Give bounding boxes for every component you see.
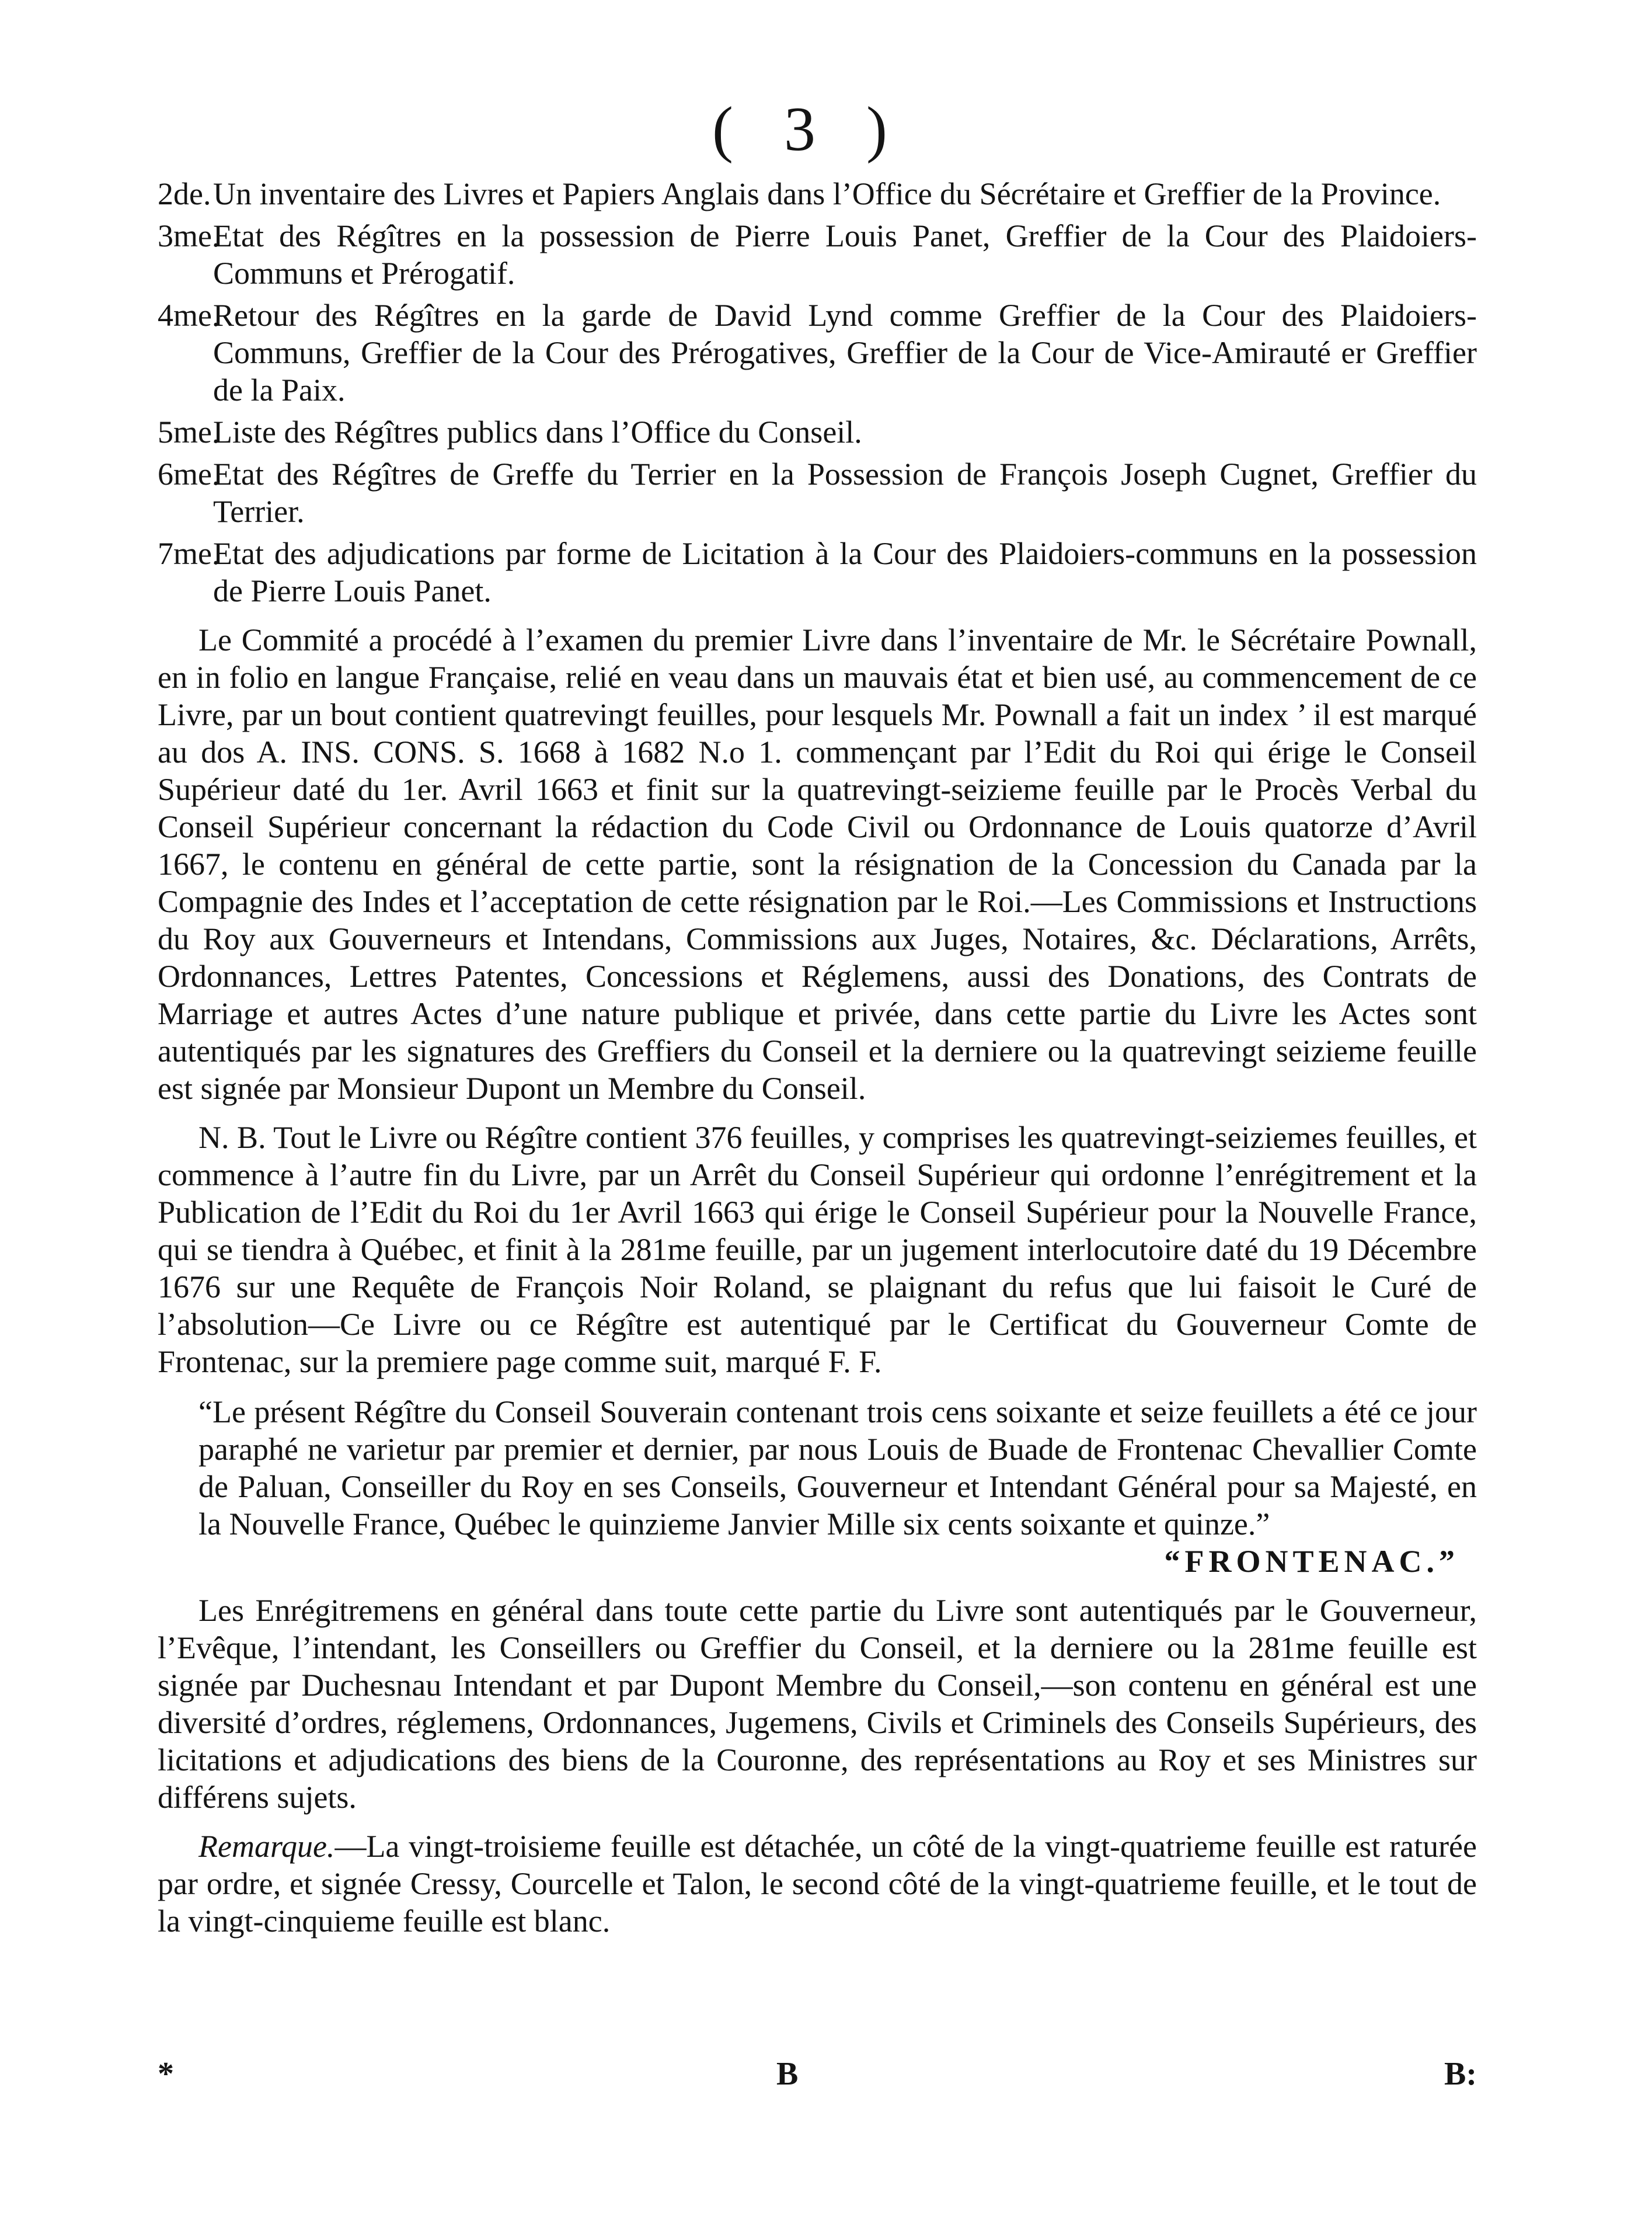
quote-text: “Le présent Régître du Conseil Souverain contenant trois cens soixante et seize feuillets a été ce jour paraphé ne varietur par premier et dernier, par nous Louis de Buade de Frontenac Chevallier Comte de Paluan, Conseiller du Roy en ses Conseils, Gouverneur et Intendant Général pour sa Majesté, en la Nouvelle France, Québec le quinzieme Janvier Mille six cents soixante et quinze.” (198, 1394, 1477, 1541)
list-item (158, 217, 1477, 292)
remark-label: Remarque. (198, 1829, 335, 1864)
paragraph-registrations: Les Enrégitremens en général dans toute cette partie du Livre sont autentiqués par le Gouverneur, l’Evêque, l’intendant, les Conseillers ou Greffier du Conseil, et la derniere ou la 281me feuille est signée par Duchesnau Intendant et par Dupont Membre du Conseil,—son contenu en général est une diversité d’ordres, réglemens, Ordonnances, Jugemens, Civils et Criminels des Conseils Supérieurs, des licitations et adjudications des biens de la Couronne, des représentations au Roy et ses Ministres sur différens sujets. (158, 1593, 1477, 1815)
list-item-label: 4me. (158, 298, 220, 333)
list-item-label: 5me. (158, 415, 220, 450)
list-item (158, 413, 1477, 451)
list-item-label: 2de. (158, 176, 211, 211)
list-item-label: 6me. (158, 457, 220, 492)
list-item-text: Etat des Régîtres en la possession de Pierre Louis Panet, Greffier de la Cour des Plaidoiers-Communs et Prérogatif. (213, 218, 1477, 291)
list-item (158, 297, 1477, 409)
remark-text: —La vingt-troisieme feuille est détachée, un côté de la vingt-quatrieme feuille est raturée par ordre, et signée Cressy, Courcelle et Talon, le second côté de la vingt-quatrieme feuille, et le tout de la vingt-cinquieme feuille est blanc. (158, 1829, 1477, 1939)
list-item-text: Liste des Régîtres publics dans l’Office du Conseil. (213, 415, 862, 450)
list-item-label: 3me. (158, 218, 220, 253)
list-item (158, 455, 1477, 530)
list-item (158, 175, 1477, 213)
list-item (158, 535, 1477, 610)
list-item-text: Retour des Régîtres en la garde de David Lynd comme Greffier de la Cour des Plaidoiers-Communs, Greffier de la Cour des Prérogatives, Greffier de la Cour de Vice-Amirauté er Greffier de la Paix. (213, 298, 1477, 408)
paragraph-nota-bene: N. B. Tout le Livre ou Régître contient 376 feuilles, y comprises les quatrevingt-seiziemes feuilles, et commence à l’autre fin du Livre, par un Arrêt du Conseil Supérieur qui ordonne l’enrégitrement et la Publication de l’Edit du Roi du 1er Avril 1663 qui érige le Conseil Supérieur pour la Nouvelle France, qui se tiendra à Québec, et finit à la 281me feuille, par un jugement interlocutoire daté du 19 Décembre 1676 sur une Requête de François Noir Roland, se plaignant du refus que lui faisoit le Curé de l’absolution—Ce Livre ou ce Régître est autentiqué par le Certificat du Gouverneur Comte de Frontenac, sur la premiere page comme suit, marqué F. F. (158, 1120, 1477, 1379)
document-body (158, 175, 1477, 1940)
paragraph-committee-examination: Le Commité a procédé à l’examen du premier Livre dans l’inventaire de Mr. le Sécrétaire Pownall, en in folio en langue Française, relié en veau dans un mauvais état et bien usé, au commencement de ce Livre, par un bout contient quatrevingt feuilles, pour lesquels Mr. Pownall a fait un index ’ il est marqué au dos A. INS. CONS. S. 1668 à 1682 N.o 1. commençant par l’Edit du Roi qui érige le Conseil Supérieur daté du 1er. Avril 1663 et finit sur la quatrevingt-seizieme feuille par le Procès Verbal du Conseil Supérieur concernant la rédaction du Code Civil ou Ordonnance de Louis quatorze d’Avril 1667, le contenu en général de cette partie, sont la résignation de la Concession du Canada par la Compagnie des Indes et l’acceptation de cette résignation par le Roi.—Les Commissions et Instructions du Roy aux Gouverneurs et Intendans, Commissions aux Juges, Notaires, &c. Déclarations, Arrêts, Ordonnances, Lettres Patentes, Concessions et Réglemens, aussi des Donations, des Contrats de Marriage et autres Actes d’une nature publique et privée, dans cette partie du Livre les Actes sont autentiqués par les signatures des Greffiers du Conseil et la derniere ou la quatrevingt seizieme feuille est signée par Monsieur Dupont un Membre du Conseil. (158, 622, 1477, 1106)
list-item-text: Etat des adjudications par forme de Licitation à la Cour des Plaidoiers-communs en la possession de Pierre Louis Panet. (213, 536, 1477, 608)
register-list (158, 175, 1477, 610)
signature-mark: B (776, 2056, 799, 2092)
list-item-label: 7me. (158, 536, 220, 571)
catchword: B: (1444, 2056, 1477, 2092)
list-item-text: Etat des Régîtres de Greffe du Terrier en la Possession de François Joseph Cugnet, Greffier du Terrier. (213, 457, 1477, 529)
frontenac-certificate-quote (158, 1393, 1477, 1580)
remark-paragraph (158, 1828, 1477, 1940)
quote-signature: “FRONTENAC.” (1164, 1544, 1459, 1579)
page-number: ( 3 ) (712, 95, 905, 164)
list-item-text: Un inventaire des Livres et Papiers Anglais dans l’Office du Sécrétaire et Greffier de la Province. (213, 176, 1441, 211)
footer-asterisk-mark: * (158, 2056, 174, 2092)
